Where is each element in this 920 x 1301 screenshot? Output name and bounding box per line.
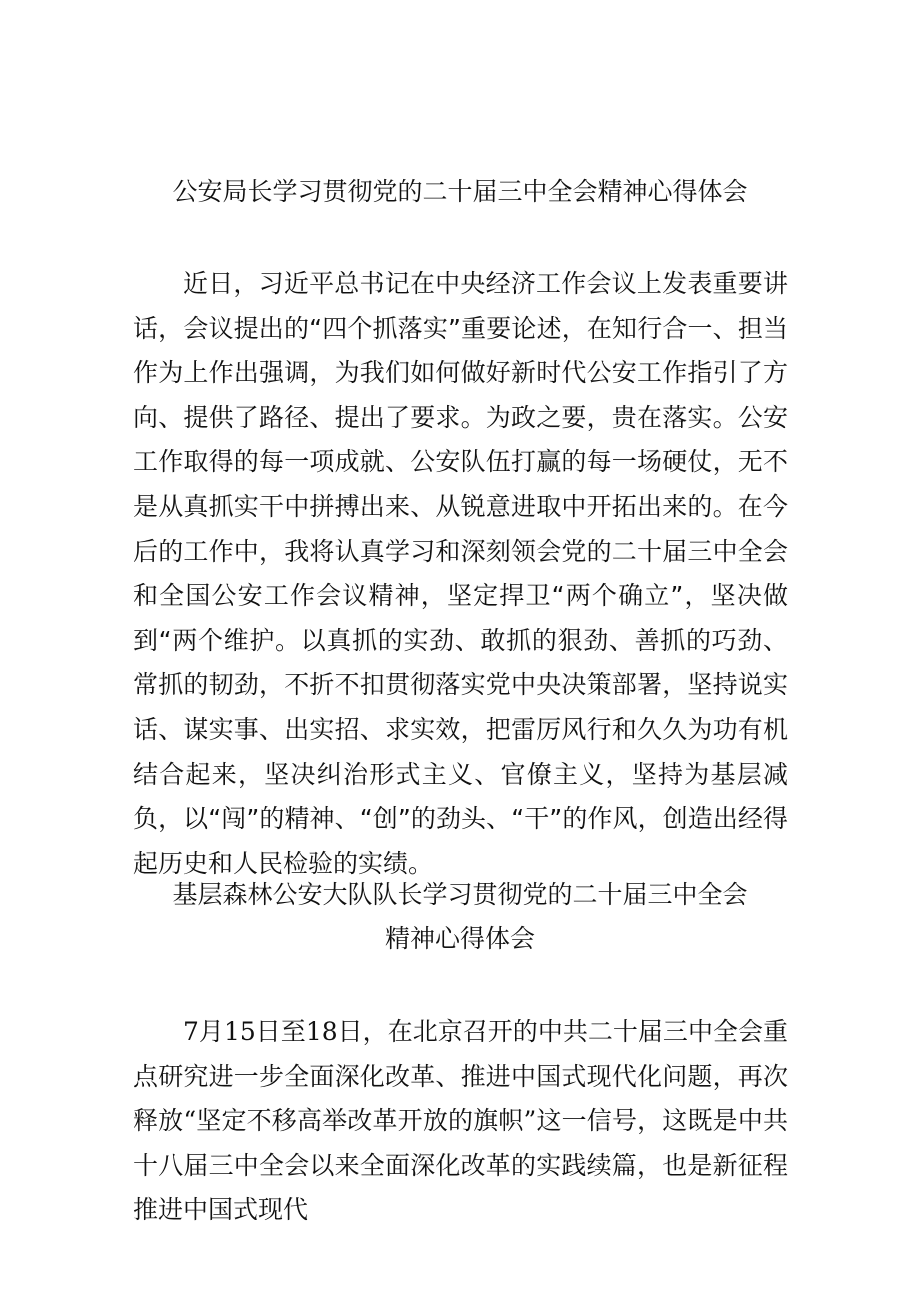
article-2-title-line-2: 精神心得体会 [384,924,535,953]
article-2-paragraph: 7月15日至18日，在北京召开的中共二十届三中全会重点研究进一步全面深化改革、推进中国式现代化问题，再次释放“坚定不移高举改革开放的旗帜”这一信号，这既是中共十八届三中全会以来全面深化改革的实践续篇，也是新征程推进中国式现代 [133,1017,788,1224]
article-1-paragraph: 近日，习近平总书记在中央经济工作会议上发表重要讲话，会议提出的“四个抓落实”重要论述，在知行合一、担当作为上作出强调，为我们如何做好新时代公安工作指引了方向、提供了路径、提出了要求。为政之要，贵在落实。公安工作取得的每一项成就、公安队伍打赢的每一场硬仗，无不是从真抓实干中拼搏出来、从锐意进取中开拓出来的。在今后的工作中，我将认真学习和深刻领会党的二十届三中全会和全国公安工作会议精神，坚定捍卫“两个确立”，坚决做到“两个维护。以真抓的实劲、敢抓的狠劲、善抓的巧劲、常抓的韧劲，不折不扣贯彻落实党中央决策部署，坚持说实话、谋实事、出实招、求实效，把雷厉风行和久久为功有机结合起来，坚决纠治形式主义、官僚主义，坚持为基层减负，以“闯”的精神、“创”的劲头、“干”的作风，创造出经得起历史和人民检验的实绩。 [133,269,788,878]
article-1-title: 公安局长学习贯彻党的二十届三中全会精神心得体会 [172,177,748,206]
article-2-title [0,873,920,961]
article-2-title-line-1: 基层森林公安大队队长学习贯彻党的二十届三中全会 [172,880,748,909]
